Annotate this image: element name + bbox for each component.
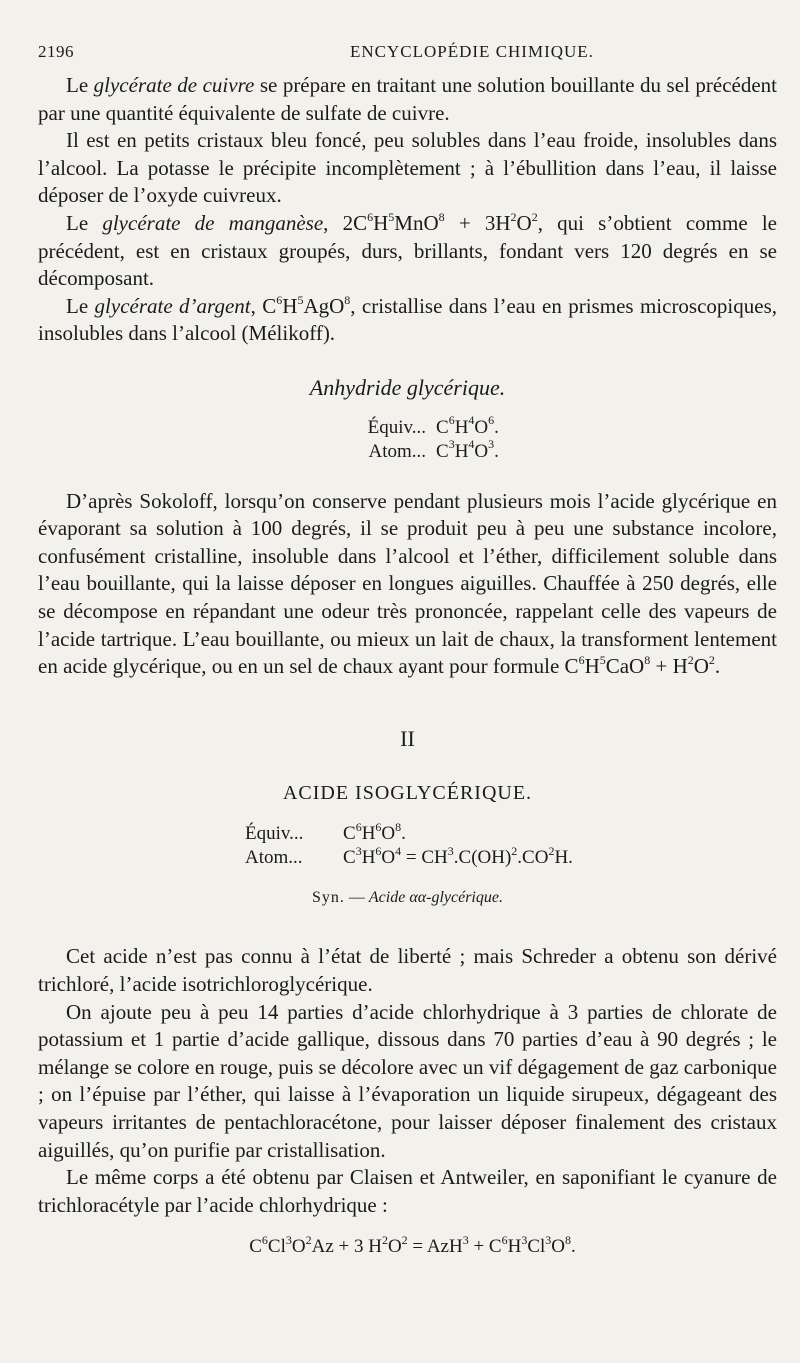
paragraph-glycerate-manganese: Le glycérate de manganèse, $2C^6H^5MnO^8 + 3H^2O^2$, qui s’obtient comme le précédent, est en cristaux groupés, durs, brillants, fondant vers 120 degrés en se décomposant. bbox=[38, 209, 777, 291]
section-title-isoglycerique: ACIDE ISOGLYCÉRIQUE. bbox=[282, 782, 533, 805]
synonym-label: Syn. bbox=[312, 888, 345, 906]
equiv-formula: $C^6H^6O^8$. bbox=[343, 819, 406, 844]
term-glycerate-argent: glycérate d’argent bbox=[94, 293, 251, 318]
paragraph-sokoloff: D’après Sokoloff, lorsqu’on conserve pendant plusieurs mois l’acide glycérique en évaporant sa solution à 100 degrés, il se produit peu à peu une substance incolore, confusément cristalline, insoluble dans l’alcool et l’éther, difficilement soluble dans l’eau bouillante, qui la laisse déposer en longues aiguilles. Chauffée à 250 degrés, elle se décompose en répandant une odeur très prononcée, rappelant celle des vapeurs de l’acide tartrique. L’eau bouillante, ou mieux un lait de chaux, la transforment lentement en acide glycérique, ou en un sel de chaux ayant pour formule $C^6H^5CaO^8 + H^2O^2$. bbox=[38, 488, 777, 679]
formula-block-anhydride bbox=[38, 413, 777, 464]
section-number: II bbox=[400, 725, 415, 751]
page-body bbox=[38, 72, 777, 1261]
atom-formula: $C^3H^6O^4 = CH^3.C(OH)^2.CO^2H$. bbox=[343, 843, 573, 868]
paragraph-preparation: On ajoute peu à peu 14 parties d’acide chlorhydrique à 3 parties de chlorate de potassium et 1 partie d’acide gallique, dissous dans 70 parties d’eau à 90 degrés ; le mélange se colore en rouge, puis se décolore avec un vif dégagement de gaz carbonique ; on l’épuise par l’éther, qui laisse à l’évaporation un liquide sirupeux, dégageant des vapeurs irritantes de pentachloracétone, pour laisser déposer finalement des cristaux aiguillés, qu’on purifie par cristallisation. bbox=[38, 999, 777, 1162]
synonym-value: Acide αα-glycérique. bbox=[368, 888, 503, 906]
formula-atom-line bbox=[245, 843, 777, 870]
paragraph-properties-cuivre: Il est en petits cristaux bleu foncé, peu solubles dans l’eau froide, insolubles dans l’alcool. La potasse le précipite incomplètement ; à l’ébullition dans l’eau, il laisse déposer de l’oxyde cuivreux. bbox=[38, 128, 777, 208]
paragraph-schreder: Cet acide n’est pas connu à l’état de liberté ; mais Schreder a obtenu son dérivé trichloré, l’acide isotrichloroglycérique. bbox=[38, 944, 777, 997]
page-header bbox=[38, 42, 770, 66]
formula-equiv-line bbox=[245, 819, 777, 846]
atom-formula: $C^3H^4O^3$. bbox=[436, 437, 499, 462]
paragraph-claisen: Le même corps a été obtenu par Claisen et Antweiler, en saponifiant le cyanure de trichloracétyle par l’acide chlorhydrique : bbox=[38, 1165, 777, 1217]
equiv-formula: $C^6H^4O^6$. bbox=[436, 413, 499, 438]
formula-atom-line bbox=[334, 437, 777, 464]
equiv-label: Équiv... bbox=[245, 822, 304, 844]
reaction-equation: $C^6Cl^3O^2Az + 3$ $H^2O^2 = AzH^3 + C^6H^3Cl^3O^8$. bbox=[249, 1233, 576, 1258]
term-glycerate-manganese: glycérate de manganèse bbox=[102, 210, 324, 235]
formula-equiv-line bbox=[334, 413, 777, 440]
page-number: 2196 bbox=[38, 42, 74, 61]
equiv-label: Équiv... bbox=[367, 416, 426, 438]
section-title-anhydride: Anhydride glycérique. bbox=[309, 374, 506, 400]
synonym-line: Syn. — Acide αα-glycérique. bbox=[312, 888, 503, 906]
atom-label: Atom... bbox=[245, 846, 303, 868]
running-title: ENCYCLOPÉDIE CHIMIQUE. bbox=[350, 42, 594, 61]
term-glycerate-cuivre: glycérate de cuivre bbox=[93, 73, 255, 97]
atom-label: Atom... bbox=[368, 440, 426, 462]
paragraph-glycerate-cuivre: Le glycérate de cuivre se prépare en traitant une solution bouillante du sel précédent par une quantité équivalente de sulfate de cuivre. bbox=[38, 73, 777, 125]
paragraph-glycerate-argent: Le glycérate d’argent, $C^6H^5AgO^8$, cristallise dans l’eau en prismes microscopiques, insolubles dans l’alcool (Mélikoff). bbox=[38, 292, 778, 346]
formula-block-isoglycerique bbox=[38, 819, 777, 870]
